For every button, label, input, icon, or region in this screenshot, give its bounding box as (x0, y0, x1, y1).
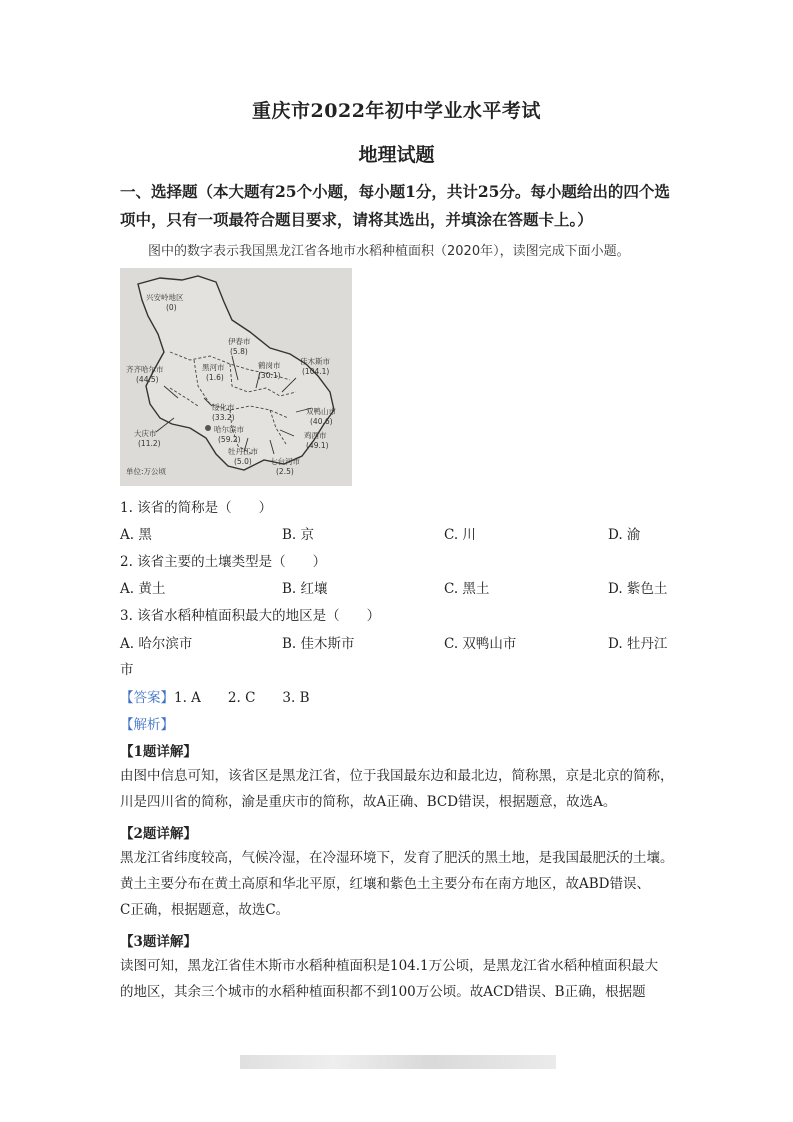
section-heading: 一、选择题（本大题有25个小题，每小题1分，共计25分。每小题给出的四个选项中，只有一项最符合题目要求，请将其选出，并填涂在答题卡上。） (120, 182, 670, 229)
detail-line: 黄土主要分布在黄土高原和华北平原，红壤和紫色土主要分布在南方地区，故ABD错误、 (120, 876, 650, 892)
map-label-name: 鸡西市 (304, 431, 327, 440)
map-label-name: 伊春市 (228, 337, 251, 346)
map-unit-label: 单位:万公顷 (126, 467, 167, 476)
question-2-option-a[interactable]: A. 黄土 (120, 581, 166, 597)
question-2-option-c[interactable]: C. 黑土 (444, 581, 490, 597)
map-label-value: (2.5) (276, 467, 294, 476)
heilongjiang-map (120, 268, 352, 486)
map-label-value: (30.1) (258, 371, 281, 380)
answer-line (120, 686, 310, 706)
map-figure (120, 268, 352, 486)
question-intro: 图中的数字表示我国黑龙江省各地市水稻种植面积（2020年），读图完成下面小题。 (148, 244, 630, 259)
question-2-option-d[interactable]: D. 紫色土 (608, 581, 668, 597)
question-2-stem: 2. 该省主要的土壤类型是（ ） (120, 554, 327, 570)
answer-text: 1. A 2. C 3. B (174, 690, 310, 706)
map-label-value: (33.2) (212, 413, 235, 422)
map-label-value: (59.2) (218, 435, 241, 444)
question-3-option-d-wrap: 市 (120, 662, 134, 678)
detail-line: C正确，根据题意，故选C。 (120, 902, 290, 918)
detail-3-heading: 【3题详解】 (120, 934, 197, 950)
question-3-option-c[interactable]: C. 双鸭山市 (444, 636, 517, 652)
question-1-option-c[interactable]: C. 川 (444, 527, 476, 543)
question-2-option-b[interactable]: B. 红壤 (282, 581, 328, 597)
map-label-value: (11.2) (138, 439, 161, 448)
exam-subtitle: 地理试题 (358, 144, 435, 166)
map-label-name: 牡丹江市 (228, 447, 258, 456)
question-1-option-b[interactable]: B. 京 (282, 527, 315, 543)
map-label-name: 齐齐哈尔市 (126, 365, 164, 374)
detail-1-heading: 【1题详解】 (120, 744, 197, 760)
exam-title: 重庆市2022年初中学业水平考试 (252, 100, 541, 122)
question-3-option-d[interactable]: D. 牡丹江 (608, 636, 668, 652)
map-label-name: 黑河市 (202, 363, 225, 372)
map-label-value: (5.0) (234, 457, 252, 466)
question-1-option-a[interactable]: A. 黑 (120, 527, 152, 543)
question-1-option-d[interactable]: D. 渝 (608, 527, 641, 543)
map-label-name: 绥化市 (212, 403, 235, 412)
map-label-value: (5.8) (230, 347, 248, 356)
map-label-value: (49.1) (306, 441, 329, 450)
question-3-option-a[interactable]: A. 哈尔滨市 (120, 636, 193, 652)
map-label-name: 大庆市 (134, 429, 157, 438)
detail-line: 的地区，其余三个城市的水稻种植面积都不到100万公顷。故ACD错误、B正确，根据题 (120, 984, 646, 1000)
map-label-name: 兴安岭地区 (146, 293, 184, 302)
question-3-stem: 3. 该省水稻种植面积最大的地区是（ ） (120, 608, 381, 624)
detail-3-text (120, 953, 676, 1005)
map-label-name: 佳木斯市 (300, 357, 330, 366)
map-label-value: (44.5) (136, 375, 159, 384)
detail-2-text (120, 845, 676, 923)
question-3-option-b[interactable]: B. 佳木斯市 (282, 636, 355, 652)
detail-2-heading: 【2题详解】 (120, 826, 197, 842)
map-label-value: (104.1) (302, 367, 330, 376)
question-1-stem: 1. 该省的简称是（ ） (120, 500, 273, 516)
map-label-name: 七台河市 (270, 457, 300, 466)
detail-1-text (120, 763, 676, 815)
answer-label: 【答案】 (120, 690, 174, 706)
map-label-value: (40.6) (310, 417, 333, 426)
detail-line: 黑龙江省纬度较高，气候冷湿，在冷湿环境下，发育了肥沃的黑土地，是我国最肥沃的土壤。 (120, 850, 674, 866)
detail-line: 读图可知，黑龙江省佳木斯市水稻种植面积是104.1万公顷，是黑龙江省水稻种植面积最大 (120, 958, 659, 974)
map-label-name: 双鸭山市 (306, 407, 336, 416)
detail-line: 川是四川省的简称，渝是重庆市的简称，故A正确、BCD错误，根据题意，故选A。 (120, 794, 617, 810)
footer-watermark (240, 1055, 556, 1069)
map-label-name: 鹤岗市 (258, 361, 281, 370)
map-label-name: 哈尔滨市 (214, 425, 244, 434)
map-label-value: (1.6) (206, 373, 224, 382)
detail-line: 由图中信息可知，该省区是黑龙江省，位于我国最东边和最北边，简称黑，京是北京的简称， (120, 768, 674, 784)
map-label-value: (0) (166, 303, 177, 312)
analysis-label: 【解析】 (120, 717, 174, 733)
